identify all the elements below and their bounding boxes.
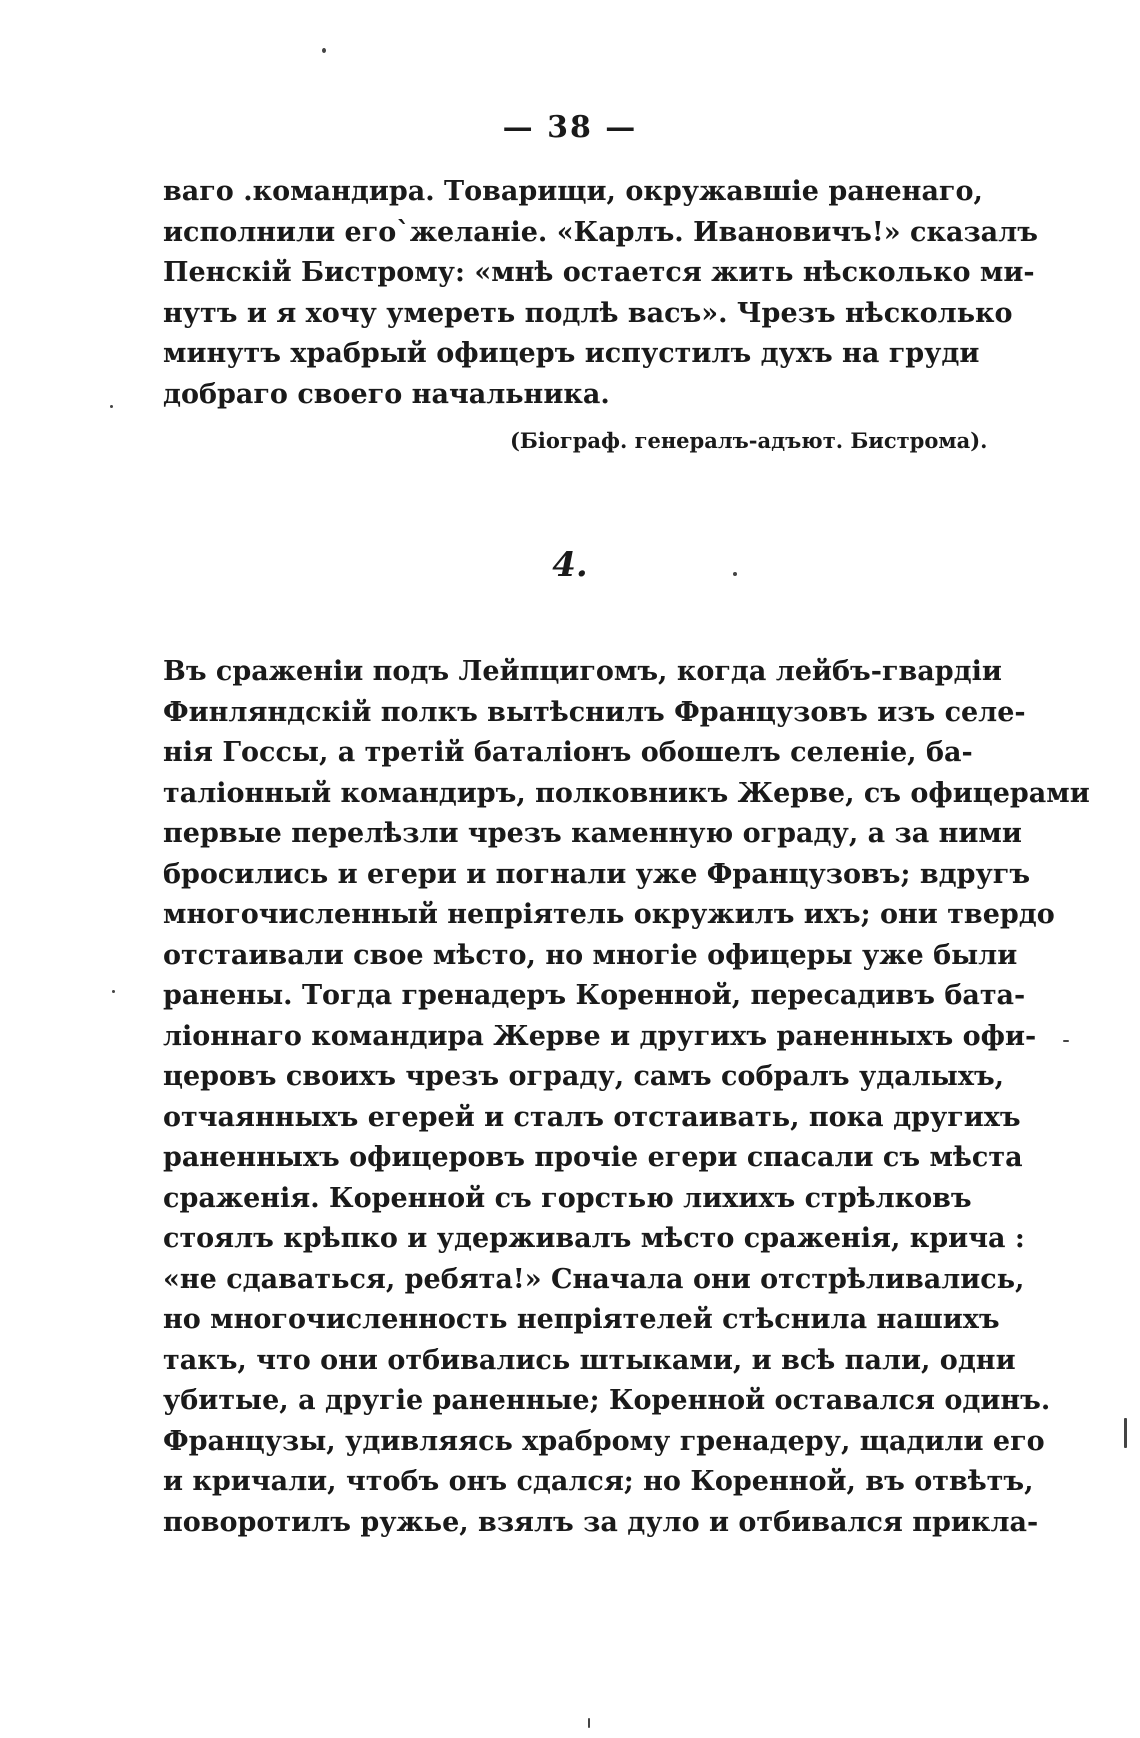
text-line: церовъ своихъ чрезъ ограду, самъ собралъ удалыхъ, (163, 1061, 1005, 1092)
text-line: добраго своего начальника. (163, 378, 610, 410)
text-line: первые перелѣзли чрезъ каменную ограду, а за ними (163, 818, 1022, 849)
citation: (Біограф. генералъ-адъют. Бистрома). (510, 428, 988, 453)
text-line: ранены. Тогда гренадеръ Коренной, пересадивъ бата- (163, 980, 1026, 1011)
text-line: поворотилъ ружье, взялъ за дуло и отбивался прикла- (163, 1506, 1039, 1538)
page-number: — 38 — (502, 110, 638, 145)
text-line: но многочисленность непріятелей стѣснила нашихъ (163, 1304, 1000, 1335)
text-line: Въ сраженіи подъ Лейпцигомъ, когда лейбъ-гвардіи (163, 656, 1002, 687)
text-line: ваго .командира. Товарищи, окружавшіе раненаго, (163, 176, 983, 207)
print-speck (588, 1718, 590, 1728)
main-paragraph (163, 652, 1090, 1543)
print-speck (1063, 1040, 1069, 1042)
text-line: отстаивали свое мѣсто, но многіе офицеры уже были (163, 939, 1018, 971)
text-line: Пенскій Бистрому: «мнѣ остается жить нѣсколько ми- (163, 257, 1035, 288)
text-line: раненныхъ офицеровъ прочіе егери спасали съ мѣста (163, 1142, 1023, 1173)
print-speck (112, 990, 115, 993)
text-line: минутъ храбрый офицеръ испустилъ духъ на груди (163, 338, 980, 369)
text-line: убитые, а другіе раненные; Коренной оставался одинъ. (163, 1385, 1051, 1416)
text-line: нутъ и я хочу умереть подлѣ васъ». Чрезъ нѣсколько (163, 297, 1013, 329)
text-line: бросились и егери и погнали уже Французовъ; вдругъ (163, 858, 1031, 890)
print-speck (733, 572, 737, 576)
text-line: Французы, удивляясь храброму гренадеру, щадили его (163, 1425, 1045, 1457)
text-line: исполнили его`желаніе. «Карлъ. Ивановичъ!» сказалъ (163, 216, 1038, 248)
section-number: 4. (552, 545, 588, 585)
text-line: ліоннаго командира Жерве и другихъ раненныхъ офи- (163, 1020, 1037, 1052)
print-speck (110, 405, 113, 408)
text-line: сраженія. Коренной съ горстью лихихъ стрѣлковъ (163, 1182, 972, 1214)
text-line: многочисленный непріятель окружилъ ихъ; они твердо (163, 899, 1055, 930)
text-line: такъ, что они отбивались штыками, и всѣ пали, одни (163, 1344, 1016, 1376)
top-paragraph (163, 172, 1038, 415)
text-line: стоялъ крѣпко и удерживалъ мѣсто сраженія, крича : (163, 1223, 1025, 1254)
text-line: Финляндскій полкъ вытѣснилъ Французовъ изъ селе- (163, 696, 1026, 728)
print-speck (1124, 1418, 1127, 1448)
text-line: нія Госсы, а третій баталіонъ обошелъ селеніе, ба- (163, 737, 973, 768)
text-line: «не сдаваться, ребята!» Сначала они отстрѣливались, (163, 1263, 1025, 1295)
text-line: таліонный командиръ, полковникъ Жерве, съ офицерами (163, 777, 1090, 809)
text-line: и кричали, чтобъ онъ сдался; но Коренной, въ отвѣтъ, (163, 1466, 1034, 1497)
text-line: отчаянныхъ егерей и сталъ отстаивать, пока другихъ (163, 1101, 1021, 1133)
print-speck (322, 48, 326, 53)
